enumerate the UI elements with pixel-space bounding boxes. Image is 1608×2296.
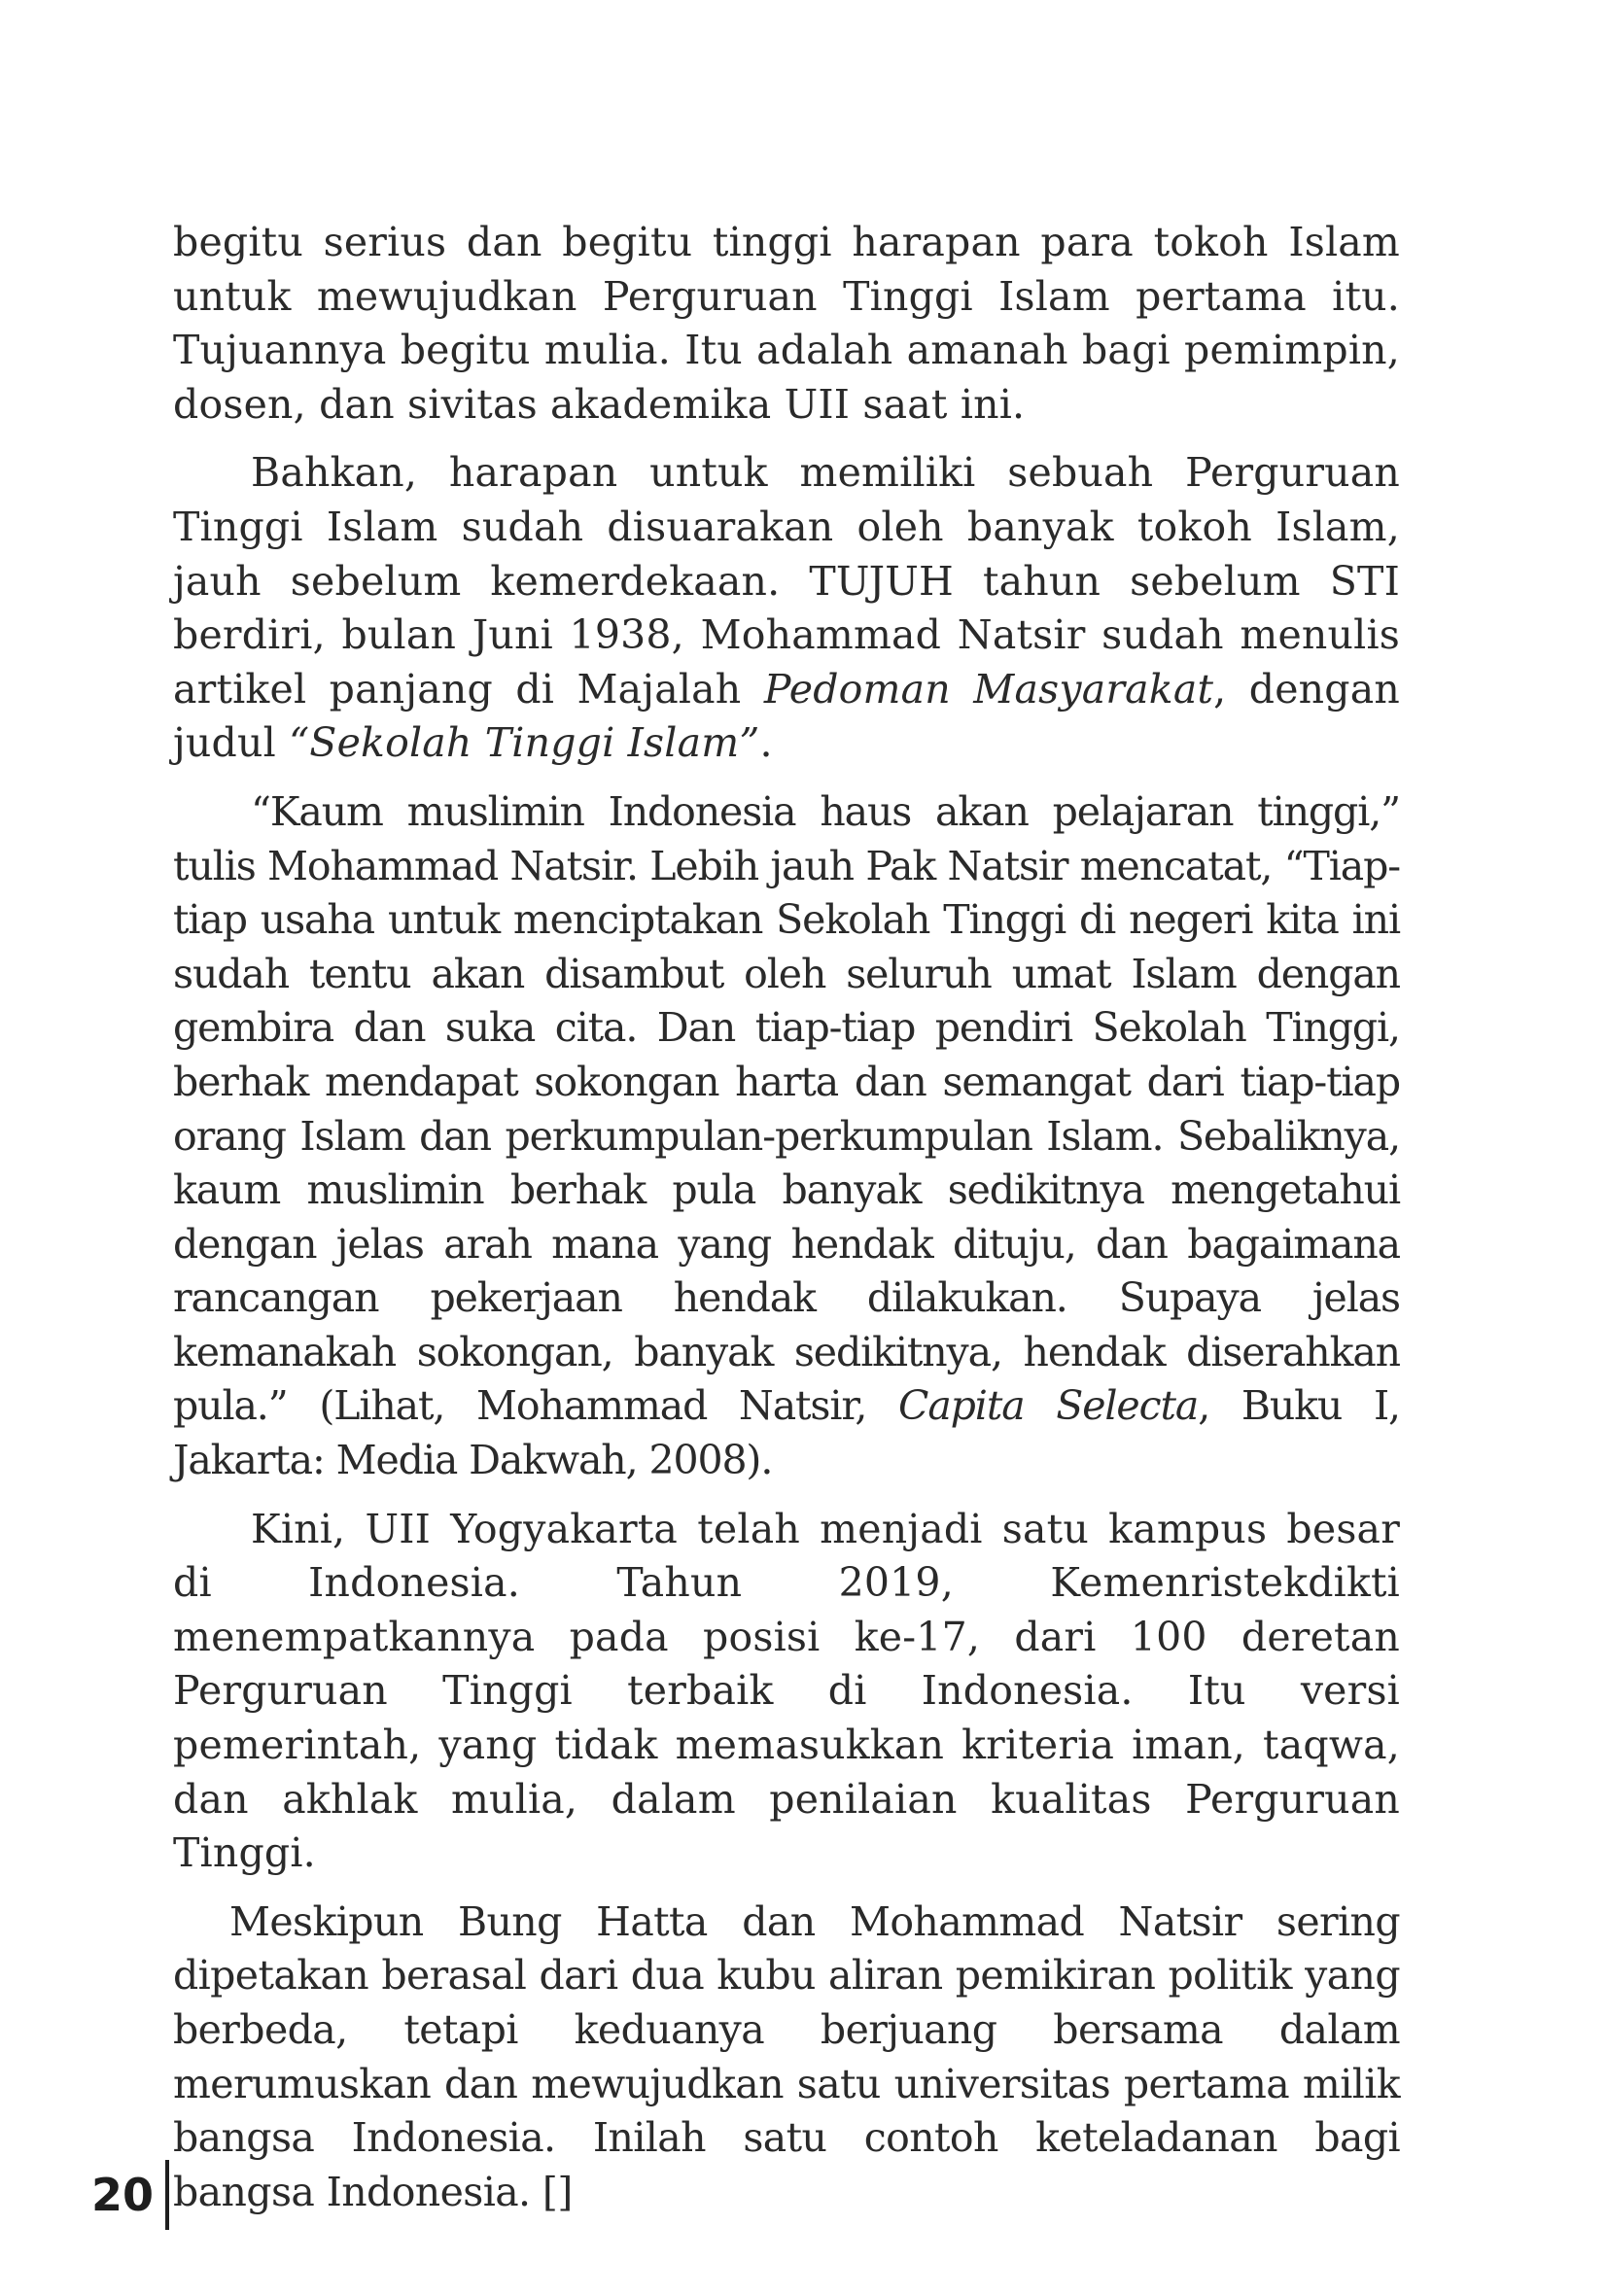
paragraph-1 bbox=[173, 216, 1400, 432]
page-number-divider bbox=[165, 2160, 169, 2230]
paragraph-1-text: begitu serius dan begitu tinggi harapan para tokoh Islam untuk mewujudkan Perguruan Tinggi Islam pertama itu. Tujuannya begitu mulia. Itu adalah amanah bagi pemimpin, dosen, dan sivitas akademika UII saat ini. bbox=[173, 219, 1400, 428]
paragraph-5-text: Meskipun Bung Hatta dan Mohammad Natsir sering dipetakan berasal dari dua kubu aliran pemikiran politik yang berbeda, tetapi keduanya berjuang bersama dalam merumuskan dan mewujudkan satu universitas pertama milik bangsa Indonesia. Inilah satu contoh keteladanan bagi bangsa Indonesia. [] bbox=[173, 1897, 1400, 2215]
paragraph-5 bbox=[173, 1896, 1400, 2220]
magazine-title: Pedoman Masyarakat bbox=[763, 665, 1214, 713]
paragraph-2-text-c: . bbox=[759, 719, 773, 767]
book-title: Capita Selecta bbox=[898, 1382, 1199, 1430]
page-number: 20 bbox=[91, 2169, 155, 2221]
paragraph-3 bbox=[173, 785, 1400, 1488]
paragraph-2-text-b: , dengan judul bbox=[173, 665, 1400, 767]
paragraph-3-text-a: “Kaum muslimin Indonesia haus akan pelajaran tinggi,” tulis Mohammad Natsir. Lebih jauh Pak Natsir mencatat, “Tiap-tiap usaha untuk menciptakan Sekolah Tinggi di negeri kita ini sudah tentu akan disambut oleh seluruh umat Islam dengan gembira dan suka cita. Dan tiap-tiap pendiri Sekolah Tinggi, berhak mendapat sokongan harta dan semangat dari tiap-tiap orang Islam dan perkumpulan-perkumpulan Islam. Sebaliknya, kaum muslimin berhak pula banyak sedikitnya mengetahui dengan jelas arah mana yang hendak dituju, dan bagaimana rancangan pekerjaan hendak dilakukan. Supaya jelas kemanakah sokongan, banyak sedikitnya, hendak diserahkan pula.” (Lihat, Mohammad Natsir, bbox=[173, 787, 1400, 1430]
body-text bbox=[173, 216, 1400, 2234]
article-title: “Sekolah Tinggi Islam” bbox=[289, 719, 760, 767]
paragraph-4 bbox=[173, 1503, 1400, 1881]
paragraph-2-text-a: Bahkan, harapan untuk memiliki sebuah Perguruan Tinggi Islam sudah disuarakan oleh banyak tokoh Islam, jauh sebelum kemerdekaan. TUJUH tahun sebelum STI berdiri, bulan Juni 1938, Mohammad Natsir sudah menulis artikel panjang di Majalah bbox=[173, 449, 1400, 713]
paragraph-3-text-b: , Buku I, Jakarta: Media Dakwah, 2008). bbox=[173, 1382, 1400, 1484]
paragraph-2 bbox=[173, 446, 1400, 771]
paragraph-4-text: Kini, UII Yogyakarta telah menjadi satu kampus besar di Indonesia. Tahun 2019, Kemenristekdikti menempatkannya pada posisi ke-17, dari 100 deretan Perguruan Tinggi terbaik di Indonesia. Itu versi pemerintah, yang tidak memasukkan kriteria iman, taqwa, dan akhlak mulia, dalam penilaian kualitas Perguruan Tinggi. bbox=[173, 1505, 1400, 1877]
